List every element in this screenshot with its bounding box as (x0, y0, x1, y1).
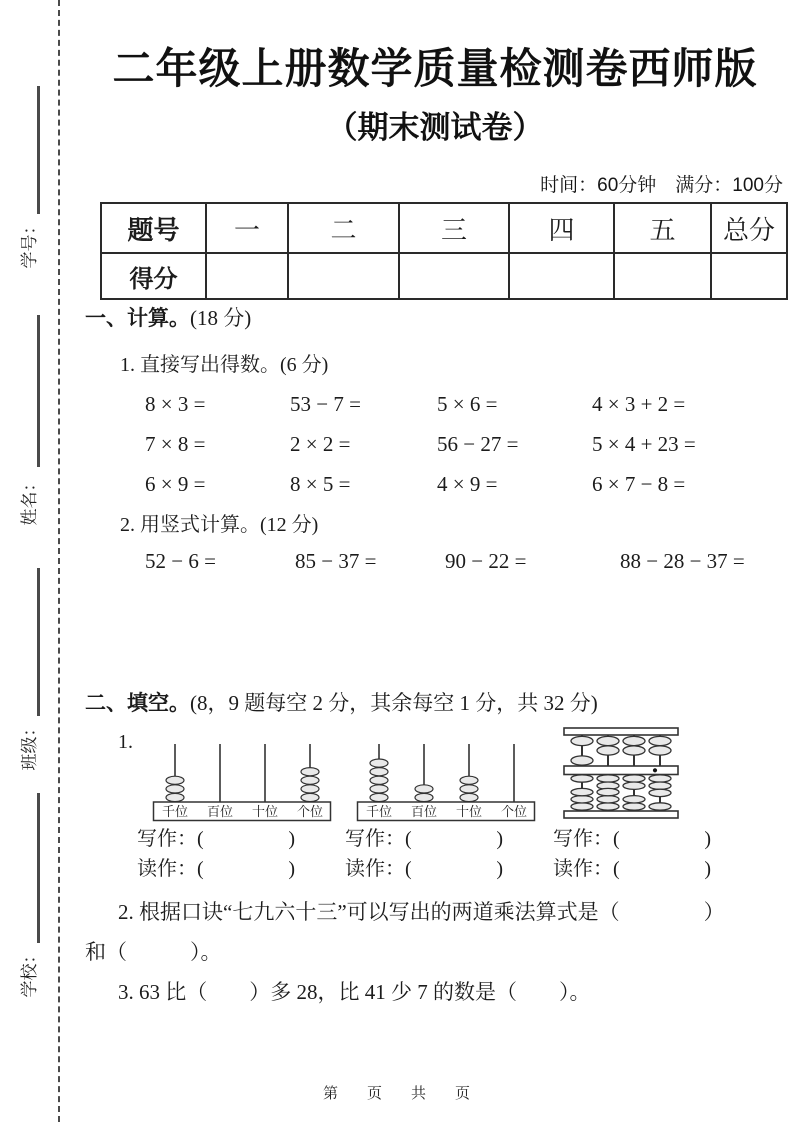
write-as-label: 写作：( (553, 828, 620, 850)
svg-text:十位: 十位 (455, 804, 483, 819)
student-name-write-line (37, 315, 40, 467)
question-number-header: 题号 (101, 203, 206, 253)
score-table-header-row (101, 203, 787, 253)
school-write-line (37, 793, 40, 943)
score-cell-empty (509, 253, 614, 299)
paper-subtitle: （期末测试卷） (326, 110, 544, 145)
suanpan-abacus-graphic (562, 726, 680, 825)
write-as-label: 写作：( (345, 828, 412, 850)
subsection-1-2-label: 2. 用竖式计算。(12 分) (120, 514, 319, 536)
score-table-column-header: 二 (288, 203, 399, 253)
score-cell-empty (614, 253, 711, 299)
section-2-heading (85, 687, 598, 717)
close-paren: ) (496, 828, 503, 850)
answer-row (345, 854, 503, 884)
vertical-calculation-row (145, 546, 775, 576)
section-2-heading-points: (8，9 题每空 2 分，其余每空 1 分，共 32 分) (190, 691, 598, 715)
calc-problem: 2 × 2 = (290, 432, 351, 456)
score-table-column-header: 三 (399, 203, 509, 253)
calc-problem: 8 × 3 = (145, 392, 206, 416)
answer-row (137, 824, 295, 854)
vertical-calc-problem: 90 − 22 = (445, 549, 527, 573)
svg-text:百位: 百位 (410, 804, 438, 819)
svg-text:千位: 千位 (365, 804, 393, 819)
vertical-calc-problem: 85 − 37 = (295, 549, 377, 573)
score-table-column-header: 五 (614, 203, 711, 253)
direct-calculation-grid (145, 384, 775, 504)
question-2-3: 3. 63 比（ ）多 28，比 41 少 7 的数是（ ）。 (118, 980, 591, 1004)
answer-row (137, 854, 295, 884)
calc-problem: 5 × 6 = (437, 392, 498, 416)
calc-problem: 8 × 5 = (290, 472, 351, 496)
calc-problem: 6 × 9 = (145, 472, 206, 496)
answer-row (553, 824, 711, 854)
close-paren: ) (704, 828, 711, 850)
svg-text:百位: 百位 (206, 804, 234, 819)
school-label: 学校： (20, 946, 39, 998)
calc-problem: 56 − 27 = (437, 432, 519, 456)
vertical-calc-problem: 52 − 6 = (145, 549, 216, 573)
place-value-abacus-graphic-2 (356, 742, 536, 827)
score-table (100, 202, 788, 300)
section-1-heading (85, 302, 251, 332)
read-as-label: 读作：( (137, 858, 204, 880)
time-and-full-score-info: 时间：60分钟 满分：100分 (540, 175, 783, 196)
place-value-abacus-graphic-1 (152, 742, 332, 827)
calc-problem: 53 − 7 = (290, 392, 361, 416)
answer-row (553, 854, 711, 884)
close-paren: ) (496, 858, 503, 880)
calc-problem: 6 × 7 − 8 = (592, 472, 686, 496)
write-read-answer-block-1 (137, 824, 295, 884)
student-name-label: 姓名： (20, 474, 39, 526)
score-row-header: 得分 (101, 253, 206, 299)
answer-row (345, 824, 503, 854)
calc-problem: 4 × 3 + 2 = (592, 392, 686, 416)
student-id-label: 学号： (20, 217, 39, 269)
write-read-answer-block-3 (553, 824, 711, 884)
write-read-answer-block-2 (345, 824, 503, 884)
svg-text:十位: 十位 (251, 804, 279, 819)
close-paren: ) (288, 858, 295, 880)
calc-problem: 7 × 8 = (145, 432, 206, 456)
score-table-column-header: 四 (509, 203, 614, 253)
score-cell-empty (288, 253, 399, 299)
svg-text:千位: 千位 (161, 804, 189, 819)
question-2-2-line-1: 2. 根据口诀“七九六十三”可以写出的两道乘法算式是（ ） (118, 900, 725, 924)
class-write-line (37, 568, 40, 716)
vertical-calc-problem: 88 − 28 − 37 = (620, 549, 745, 573)
score-table-column-header: 一 (206, 203, 288, 253)
calc-problem: 4 × 9 = (437, 472, 498, 496)
svg-text:个位: 个位 (500, 804, 528, 819)
score-table-score-row (101, 253, 787, 299)
score-table-column-header: 总分 (711, 203, 787, 253)
question-2-2-line-2: 和（ ）。 (85, 940, 222, 964)
binding-dashed-line (58, 0, 60, 1122)
score-cell-empty (711, 253, 787, 299)
section-1-heading-points: (18 分) (190, 306, 252, 330)
section-1-heading-main: 一、计算。 (85, 307, 190, 330)
write-as-label: 写作：( (137, 828, 204, 850)
question-2-1-number: 1. (118, 731, 133, 753)
svg-text:个位: 个位 (296, 804, 324, 819)
calc-problem: 5 × 4 + 23 = (592, 432, 696, 456)
class-label: 班级： (20, 719, 39, 771)
score-cell-empty (206, 253, 288, 299)
read-as-label: 读作：( (553, 858, 620, 880)
student-id-write-line (37, 86, 40, 214)
page-footer: 第 页 共 页 (322, 1085, 477, 1102)
paper-title: 二年级上册数学质量检测卷西师版 (112, 45, 758, 92)
read-as-label: 读作：( (345, 858, 412, 880)
score-cell-empty (399, 253, 509, 299)
close-paren: ) (704, 858, 711, 880)
subsection-1-1-label: 1. 直接写出得数。(6 分) (120, 354, 329, 376)
section-2-heading-main: 二、填空。 (85, 692, 190, 715)
close-paren: ) (288, 828, 295, 850)
